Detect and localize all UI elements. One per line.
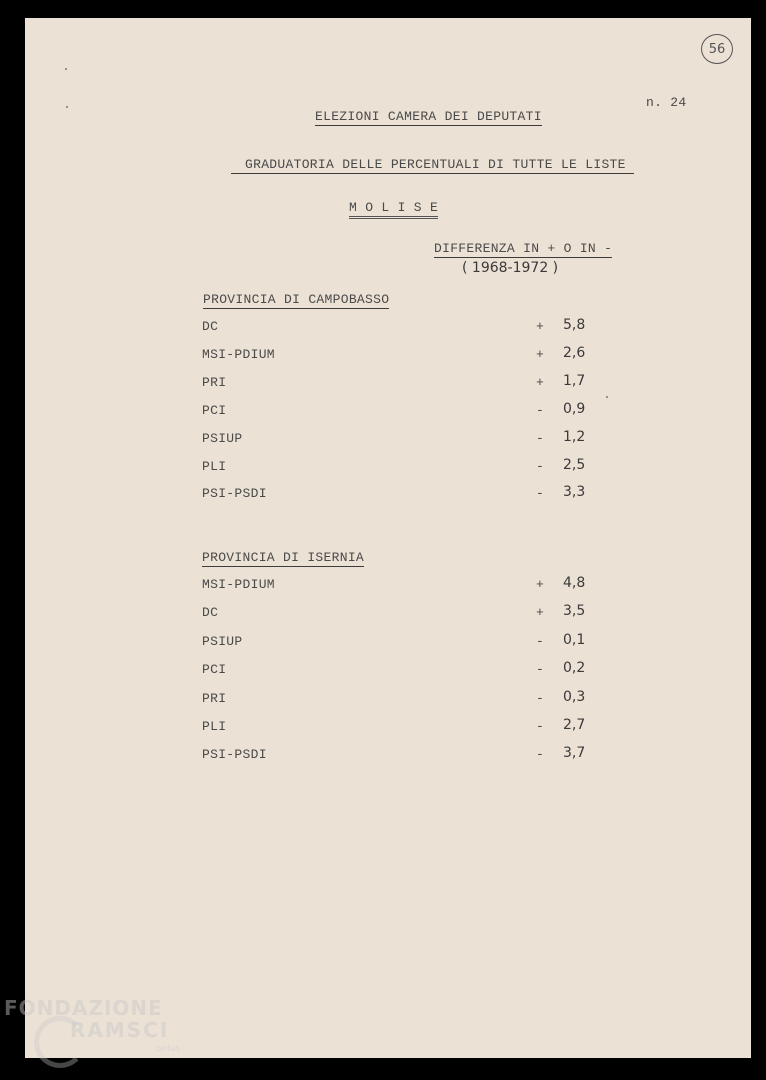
difference-sign: - — [536, 719, 545, 734]
party-name: PLI — [202, 458, 227, 474]
difference-sign: + — [536, 374, 545, 390]
difference-value: 0,9 — [563, 400, 586, 417]
party-name: MSI-PDIUM — [202, 577, 275, 592]
difference-sign: - — [536, 402, 545, 418]
paper-speck — [606, 396, 608, 398]
difference-value: 2,5 — [563, 456, 586, 473]
document-title: ELEZIONI CAMERA DEI DEPUTATI — [315, 109, 542, 124]
paper-speck — [65, 68, 67, 70]
difference-sign: + — [536, 605, 545, 621]
watermark-line3: onlus — [156, 1044, 181, 1054]
party-name: PSIUP — [202, 430, 243, 446]
paper-speck — [66, 106, 68, 108]
archive-watermark — [4, 996, 180, 1054]
document-page — [25, 18, 751, 1058]
difference-value: 2,6 — [563, 344, 586, 361]
party-name: DC — [202, 319, 219, 334]
difference-sign: - — [536, 486, 545, 502]
difference-value: 2,7 — [563, 717, 586, 733]
party-name: PSIUP — [202, 633, 243, 649]
difference-value: 0,3 — [563, 688, 586, 705]
difference-sign: + — [536, 577, 545, 592]
difference-value: 5,8 — [563, 317, 586, 333]
watermark-line1: FONDAZIONE — [4, 996, 163, 1020]
party-name: PSI-PSDI — [202, 747, 267, 763]
document-number: n. 24 — [646, 95, 687, 110]
page-number-stamp: 56 — [701, 34, 733, 64]
difference-value: 0,1 — [563, 631, 586, 648]
province-heading: PROVINCIA DI CAMPOBASSO — [203, 292, 390, 307]
watermark-line2: RAMSCI — [70, 1018, 170, 1042]
difference-sign: - — [536, 662, 545, 678]
difference-value: 1,7 — [563, 372, 586, 389]
difference-sign: + — [536, 319, 545, 334]
party-name: PRI — [202, 690, 227, 706]
difference-sign: - — [536, 458, 545, 474]
region-heading: M O L I S E — [349, 200, 438, 219]
difference-value: 3,7 — [563, 745, 586, 762]
difference-value: 3,5 — [563, 603, 586, 620]
party-name: DC — [202, 605, 219, 621]
party-name: PLI — [202, 719, 227, 734]
difference-value: 4,8 — [563, 575, 586, 591]
column-header: DIFFERENZA IN + O IN - — [434, 241, 613, 256]
difference-sign: - — [536, 747, 545, 763]
column-period: ( 1968-1972 ) — [462, 260, 559, 276]
province-heading: PROVINCIA DI ISERNIA — [202, 550, 365, 565]
party-name: PCI — [202, 662, 227, 678]
difference-sign: - — [536, 690, 545, 706]
watermark-g-icon — [34, 1016, 86, 1068]
difference-sign: - — [536, 633, 545, 649]
party-name: PCI — [202, 402, 227, 418]
document-subtitle: GRADUATORIA DELLE PERCENTUALI DI TUTTE LE LISTE — [231, 157, 634, 174]
difference-value: 0,2 — [563, 660, 586, 677]
difference-sign: - — [536, 430, 545, 446]
party-name: MSI-PDIUM — [202, 346, 275, 362]
difference-sign: + — [536, 346, 545, 362]
party-name: PRI — [202, 374, 227, 390]
party-name: PSI-PSDI — [202, 486, 267, 502]
difference-value: 1,2 — [563, 428, 586, 445]
difference-value: 3,3 — [563, 484, 586, 501]
